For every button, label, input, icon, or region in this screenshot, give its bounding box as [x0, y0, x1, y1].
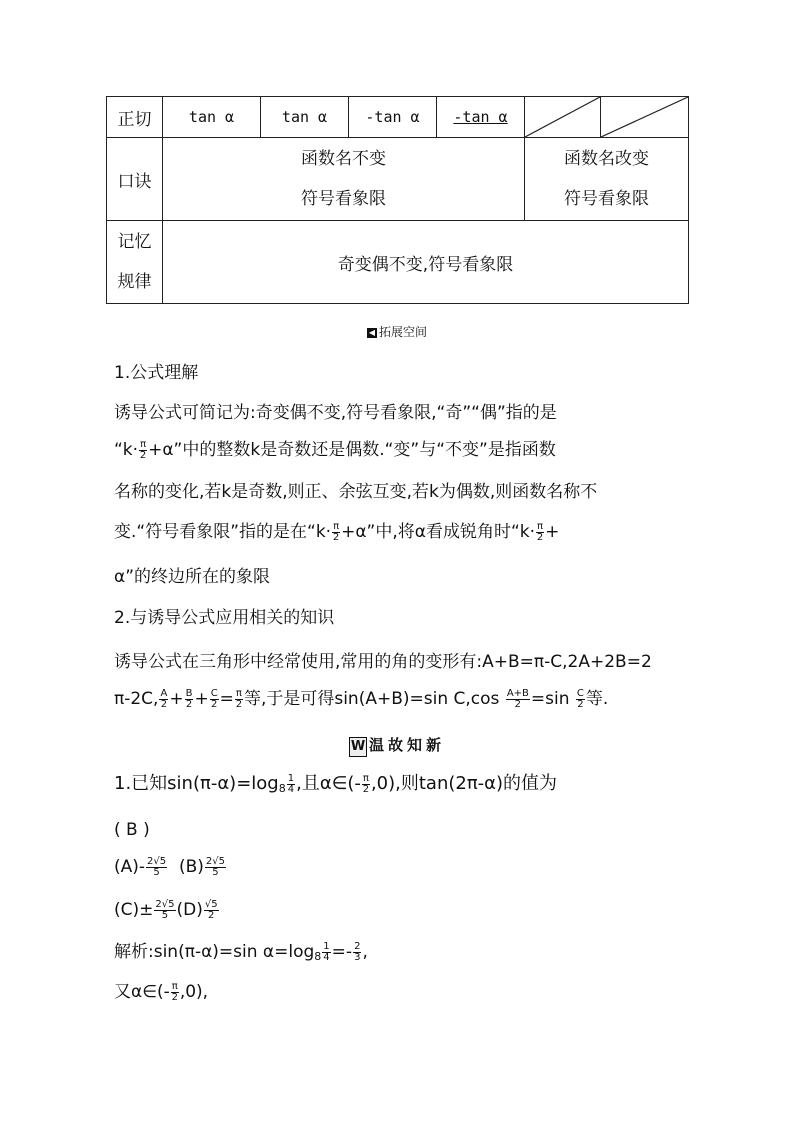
- memory-rule-text: 奇变偶不变,符号看象限: [163, 221, 689, 304]
- mnemonic-right-line1: 函数名改变: [564, 149, 649, 169]
- cell-tan-4-text: -tan α: [453, 108, 508, 126]
- text: “k·: [114, 440, 139, 460]
- fraction-2sqrt5-over-5: $\frac{2√5}{5}$: [205, 855, 225, 878]
- row-label-mnemonic: 口诀: [107, 138, 163, 221]
- fraction-1-over-4: $\frac{1}{4}$: [287, 772, 295, 795]
- speaker-icon: ◀: [368, 327, 376, 337]
- question-1-answer: ( B ): [114, 820, 150, 840]
- fraction-A-over-2: $\frac{A}{2}$: [160, 687, 168, 710]
- row-label-memory: [107, 221, 163, 304]
- fraction-pi-over-2: $\frac{\pi}{2}$: [235, 687, 243, 710]
- cell-tan-2: tan α: [261, 97, 349, 138]
- fraction-2sqrt5-over-5: $\frac{2√5}{5}$: [147, 855, 167, 878]
- fraction-sqrt5-over-2: $\frac{√5}{2}$: [204, 898, 218, 921]
- fraction-pi-over-2: $\frac{\pi}{2}$: [332, 520, 340, 543]
- mnemonic-change-name: [525, 138, 689, 221]
- text: +α”中,将α看成锐角时“k·: [341, 522, 536, 542]
- cell-empty-slash-1: [525, 97, 601, 138]
- fraction-C-over-2: $\frac{C}{2}$: [576, 687, 584, 710]
- solution-line-2: 又α∈(- $\frac{\pi}{2}$ ,0),: [114, 980, 209, 1003]
- cell-tan-1: tan α: [163, 97, 261, 138]
- question-1-stem: 1.已知$\sin(\pi-\alpha)=\log_8$ $\frac{1}{4}$ ,且α∈(- $\frac{\pi}{2}$ ,0),则tan(2π-α)的值为: [114, 772, 558, 795]
- fraction-pi-over-2: $\frac{\pi}{2}$: [139, 438, 147, 461]
- note-title-text: 拓展空间: [378, 325, 427, 339]
- solution-line-1: 解析:sin(π-α)=sin $\alpha=\log_8$ $\frac{1}{4}$ =- $\frac{2}{3}$ ,: [114, 940, 368, 963]
- option-D: (D): [176, 900, 203, 920]
- section2-heading: 2.与诱导公式应用相关的知识: [114, 608, 335, 628]
- mnemonic-left-line2: 符号看象限: [301, 189, 386, 209]
- fraction-pi-over-2: $\frac{\pi}{2}$: [362, 772, 370, 795]
- section2-para-line1: 诱导公式在三角形中经常使用,常用的角的变形有:A+B=π-C,2A+2B=2: [114, 652, 652, 672]
- section1-para-line1: 诱导公式可简记为:奇变偶不变,符号看象限,“奇”“偶”指的是: [114, 403, 557, 423]
- option-A: (A)-: [114, 857, 146, 877]
- cell-empty-slash-2: [601, 97, 689, 138]
- question-1-options-CD: [114, 898, 220, 922]
- fraction-B-over-2: $\frac{B}{2}$: [185, 687, 193, 710]
- section2-para-line2: π-2C, $\frac{A}{2}$ + $\frac{B}{2}$ + $\frac{C}{2}$ = $\frac{\pi}{2}$ 等,于是可得sin(A+B)=sin C,cos $\frac{A+B}{2}$ =sin $\frac{C}{2}$ 等.: [114, 687, 609, 710]
- fraction-pi-over-2: $\frac{\pi}{2}$: [536, 520, 544, 543]
- mnemonic-same-name: [163, 138, 525, 221]
- text: π-2C,: [114, 689, 159, 709]
- section1-para-line5: α”的终边所在的象限: [114, 567, 271, 587]
- text: +α”中的整数k是奇数还是偶数.“变”与“不变”是指函数: [148, 440, 556, 460]
- fraction-AB-over-2: $\frac{A+B}{2}$: [506, 687, 529, 710]
- section1-para-line4: [114, 520, 559, 544]
- fraction-1-over-4: $\frac{1}{4}$: [323, 940, 330, 963]
- fraction-2sqrt5-over-5: $\frac{2√5}{5}$: [155, 898, 175, 921]
- text: +: [545, 522, 560, 542]
- cell-tan-3: -tan α: [349, 97, 437, 138]
- table-row-mnemonic: [107, 138, 689, 221]
- fraction-C-over-2: $\frac{C}{2}$: [210, 687, 218, 710]
- extension-note-title: [0, 323, 794, 340]
- text: 变.“符号看象限”指的是在“k·: [114, 522, 332, 542]
- fraction-2-over-3: $\frac{2}{3}$: [354, 940, 361, 963]
- option-B: (B): [178, 857, 204, 877]
- induction-formula-table: [106, 96, 689, 304]
- section1-para-line3: 名称的变化,若k是奇数,则正、余弦互变,若k为偶数,则函数名称不: [114, 482, 598, 502]
- mnemonic-right-line2: 符号看象限: [564, 189, 649, 209]
- mnemonic-left-line1: 函数名不变: [301, 149, 386, 169]
- row-label-memory-line1: 记忆: [117, 232, 152, 252]
- fraction-pi-over-2: $\frac{\pi}{2}$: [171, 980, 178, 1003]
- review-title-text: 温故知新: [368, 736, 445, 754]
- row-label-tangent: 正切: [107, 97, 163, 138]
- w-logo-icon: W: [349, 737, 367, 757]
- section1-para-line2: [114, 438, 556, 462]
- table-row-tangent: [107, 97, 689, 138]
- row-label-memory-line2: 规律: [117, 272, 152, 292]
- table-row-memory-rule: [107, 221, 689, 304]
- section1-heading: 1.公式理解: [114, 363, 199, 383]
- cell-tan-4: [437, 97, 525, 138]
- option-C: (C)±: [114, 900, 154, 920]
- review-section-title: [0, 734, 794, 757]
- question-1-options-AB: [114, 855, 227, 879]
